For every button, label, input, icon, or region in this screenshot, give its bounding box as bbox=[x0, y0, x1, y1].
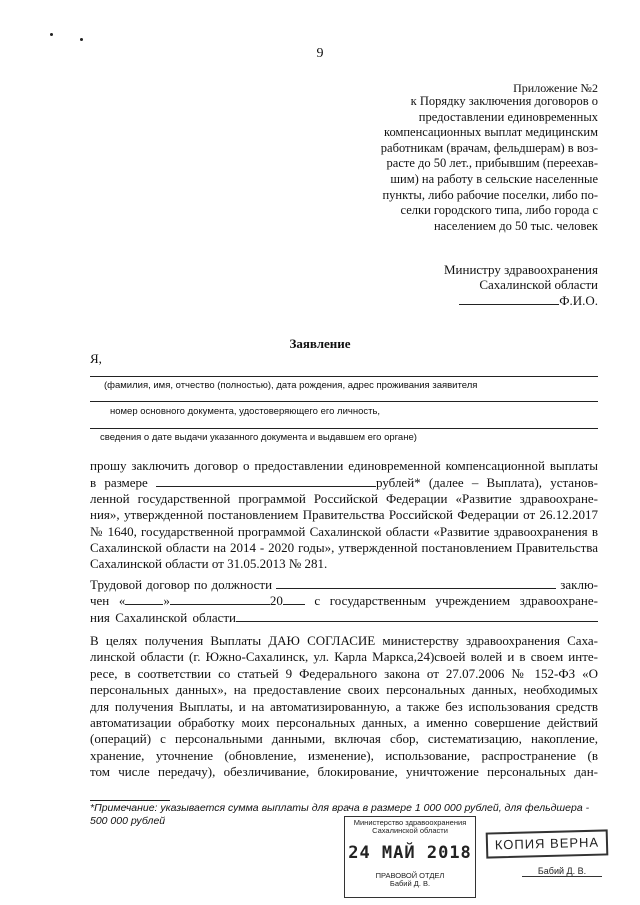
paragraph-line: В целях получения Выплаты ДАЮ СОГЛАСИЕ министерству здравоохранения Саха- bbox=[90, 633, 598, 648]
paragraph-line bbox=[90, 474, 598, 490]
amount-suffix: рублей* (далее – Выплата), установ- bbox=[376, 475, 599, 491]
paragraph-line: Сахалинской области от 31.05.2013 № 281. bbox=[90, 556, 328, 572]
paragraph-line: прошу заключить договор о предоставлении единовременной компенсационной выплаты bbox=[90, 458, 598, 473]
paragraph-line: персональных данных», на предоставление своих персональных данных, необходимых bbox=[90, 682, 598, 698]
paragraph-line: для получения Выплаты, и на автоматизированную, а также без использования средств bbox=[90, 698, 598, 714]
scan-speck bbox=[50, 33, 53, 36]
appendix-description bbox=[358, 94, 598, 234]
paragraph-line: хранение, уточнение (обновление, изменение), использование, распространение (в bbox=[90, 747, 598, 763]
addressee-line2: Сахалинской области bbox=[479, 277, 598, 292]
applicant-document-line bbox=[90, 401, 598, 402]
copy-certified-stamp: КОПИЯ ВЕРНА bbox=[486, 829, 609, 858]
paragraph-line bbox=[90, 576, 598, 592]
paragraph-line: том числе передачу), обезличивание, блокирование, уничтожение персональных дан- bbox=[90, 764, 598, 780]
footnote-separator bbox=[90, 800, 170, 801]
consent-paragraph bbox=[90, 633, 598, 781]
footnote: *Примечание: указывается сумма выплаты для врача в размере 1 000 000 рублей, для фельдшера - 500 000 рублей bbox=[90, 802, 590, 827]
page-number: 9 bbox=[316, 46, 324, 61]
position-blank bbox=[276, 576, 556, 589]
appendix-line: расте до 50 лет., прибывшим (переехав- bbox=[386, 156, 598, 171]
paragraph-line bbox=[90, 592, 598, 608]
stamp-dept-name: ПРАВОВОЙ ОТДЕЛ bbox=[375, 871, 445, 880]
addressee-fio-row bbox=[444, 292, 598, 308]
caption-document: номер основного документа, удостоверяющего его личность, bbox=[110, 406, 381, 417]
stamp-org-line1: Министерство здравоохранения bbox=[353, 818, 467, 827]
fio-blank bbox=[459, 292, 559, 305]
applicant-issue-line bbox=[90, 428, 598, 429]
institution-blank bbox=[236, 609, 598, 622]
month-blank bbox=[170, 592, 270, 605]
stamp-date: 24 МАЙ 2018 bbox=[348, 843, 472, 863]
appendix-line: предоставлении единовременных bbox=[418, 109, 598, 124]
applicant-pronoun: Я, bbox=[90, 351, 102, 366]
caption-fio: (фамилия, имя, отчество (полностью), дата рождения, адрес проживания заявителя bbox=[104, 380, 478, 391]
document-heading: Заявление bbox=[289, 336, 351, 351]
stamp-person: Бабий Д. В. bbox=[389, 879, 431, 888]
appendix-line: к Порядку заключения договоров о bbox=[410, 94, 598, 108]
date-open: чен « bbox=[90, 593, 126, 609]
paragraph-line bbox=[90, 609, 598, 625]
paragraph-line: (операций) с персональными данными, включая сбор, систематизацию, накопление, bbox=[90, 731, 598, 747]
paragraph-line: линской области (г. Южно-Сахалинск, ул. Карла Маркса,24)своей волей и в своем инте- bbox=[90, 649, 598, 665]
institution-text: с государственным учреждением здравоохране- bbox=[314, 593, 598, 609]
paragraph-line: ленной государственной программой Российской Федерации «Развитие здравоохране- bbox=[90, 490, 598, 506]
stamp-org-line2: Сахалинской области bbox=[372, 826, 448, 835]
paragraph-line: автоматизации обработку моих персональных данных, а именно совершение действий bbox=[90, 714, 598, 730]
addressee-fio-label: Ф.И.О. bbox=[559, 293, 598, 308]
copy-certified-name: Бабий Д. В. bbox=[522, 866, 602, 877]
year-blank bbox=[283, 592, 305, 605]
addressee-line1: Министру здравоохранения bbox=[443, 262, 598, 277]
appendix-line: населением до 50 тыс. человек bbox=[433, 218, 598, 233]
appendix-line: работникам (врачам, фельдшерам) в воз- bbox=[380, 140, 598, 155]
paragraph-line: ния», утвержденной постановлением Правительства Российской Федерации от 26.12.2017 bbox=[90, 507, 598, 523]
day-blank bbox=[125, 592, 163, 605]
year-prefix: 20 bbox=[269, 593, 283, 609]
applicant-name-line bbox=[90, 376, 598, 377]
received-stamp bbox=[344, 816, 476, 898]
contract-paragraph bbox=[90, 576, 598, 625]
appendix-line: шим) на работу в сельские населенные bbox=[390, 171, 598, 186]
date-close: » bbox=[163, 593, 170, 609]
position-label: Трудовой договор по должности bbox=[90, 577, 273, 592]
appendix-title: Приложение №2 bbox=[513, 81, 598, 95]
amount-blank bbox=[156, 474, 376, 487]
appendix-line: компенсационных выплат медицинским bbox=[384, 125, 598, 140]
appendix-line: пункты, либо рабочие поселки, либо по- bbox=[382, 187, 598, 202]
addressee-block bbox=[444, 262, 598, 308]
stamp-dept bbox=[345, 872, 475, 888]
caption-issue: сведения о дате выдачи указанного документа и выдавшем его органе) bbox=[100, 432, 417, 443]
position-suffix: заклю- bbox=[560, 577, 599, 592]
paragraph-line: Сахалинской области на 2014 - 2020 годы», утвержденной постановлением Правительства bbox=[90, 539, 598, 555]
request-paragraph bbox=[90, 458, 598, 573]
region-text: ния Сахалинской области bbox=[90, 609, 236, 625]
stamp-org bbox=[345, 819, 475, 835]
appendix-line: селки городского типа, либо города с bbox=[400, 203, 598, 218]
scan-speck bbox=[80, 38, 83, 41]
amount-label: в размере bbox=[90, 475, 148, 491]
paragraph-line: № 1640, государственной программой Сахалинской области «Развитие здравоохранения в bbox=[90, 523, 598, 539]
paragraph-line: ресе, в соответствии со статьей 9 Федерального закона от 27.07.2006 № 152-ФЗ «О bbox=[90, 665, 598, 681]
